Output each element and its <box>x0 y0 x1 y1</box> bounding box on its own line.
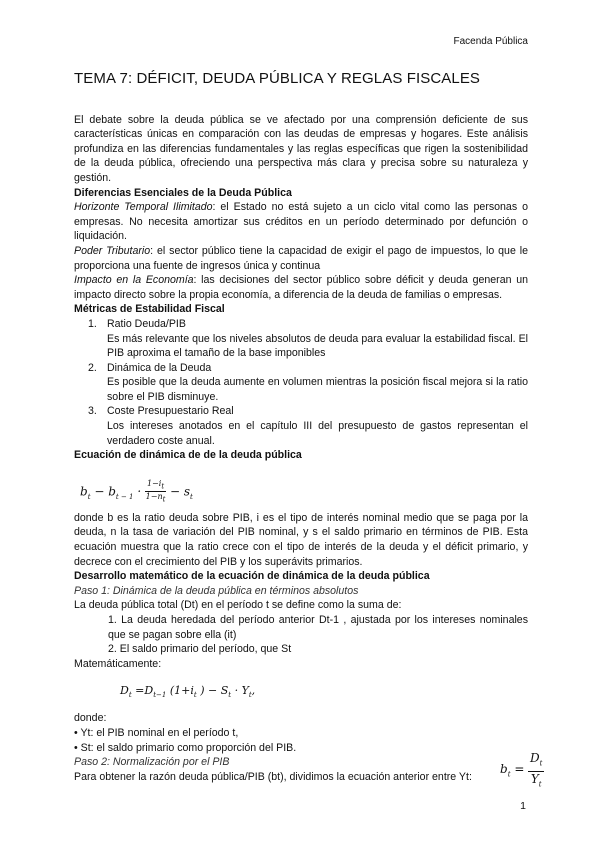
eq-sub: t <box>87 492 91 501</box>
metric-description: Es posible que la deuda aumente en volumen mientras la posición fiscal mejora si la ratio sobre el PIB disminuye. <box>107 376 528 403</box>
document-body <box>74 72 528 784</box>
section-title-metrics: Métricas de Estabilidad Fiscal <box>74 303 225 316</box>
metric-title: Dinámica de la Deuda <box>107 361 212 374</box>
metric-title: Coste Presupuestario Real <box>107 405 234 418</box>
eq-minus: − <box>94 484 105 499</box>
eq-den: 1−n <box>145 492 163 502</box>
where-item-2: • St: el saldo primario como proporción del PIB. <box>74 741 297 754</box>
difference-2-label: Poder Tributario <box>74 244 151 257</box>
eq-b: b <box>80 484 88 499</box>
intro-paragraph: El debate sobre la deuda pública se ve afectado por una comprensión deficiente de sus características únicas en comparación con las deudas de empresas y hogares. Este análisis profundiza en las diferencias fundamentales y las reglas específicas que rigen la sostenibilidad de la deuda pública, ofreciendo una perspectiva más clara y precisa sobre su naturaleza y gestión. <box>74 113 528 184</box>
eq-den-sub: t <box>162 496 166 505</box>
section-title-development: Desarrollo matemático de la ecuación de dinámica de la deuda pública <box>74 570 430 583</box>
eq-num-sub: t <box>161 482 165 491</box>
equation-explanation: donde b es la ratio deuda sobre PIB, i es el tipo de interés nominal medio que se paga por la deuda, n la tasa de variación del PIB nominal, y s el saldo primario en términos de PIB. Esta ecuación muestra que la ratio crece con el tipo de interés de la deuda y el déficit primario, y decrece con el crecimiento del PIB y los superávits primarios. <box>74 511 528 568</box>
eq2-sub-t: t <box>128 691 132 700</box>
where-label: donde: <box>74 712 107 725</box>
where-item-1: • Yt: el PIB nominal en el período t, <box>74 726 239 739</box>
absolute-debt-equation <box>120 675 528 709</box>
eq2-s: ) − S <box>200 684 229 698</box>
document-header: Facenda Pública <box>453 36 528 47</box>
step-2-title: Paso 2: Normalización por el PIB <box>74 756 230 769</box>
difference-1 <box>74 200 528 244</box>
eq-sub-prev: t − 1 <box>115 492 134 501</box>
eq3-b: b <box>500 762 508 776</box>
step-1-item-2: 2. El saldo primario del período, que St <box>108 643 292 656</box>
eq2-sub-y: t <box>248 691 252 700</box>
step-1-intro: La deuda pública total (Dt) en el período t se define como la suma de: <box>74 599 402 612</box>
metric-description: Los intereses anotados en el capítulo III del presupuesto de gastos representan el verdadero coste anual. <box>107 420 528 447</box>
eq3-d: D <box>530 751 540 765</box>
section-title-equation: Ecuación de dinámica de de la deuda pública <box>74 449 302 462</box>
eq2-comma: , <box>251 684 256 698</box>
difference-1-text: : el Estado no está sujeto a un ciclo vital como las personas o empresas. No necesita amortizar sus créditos en un período determinado por defunción o liquidación. <box>74 201 528 243</box>
metric-number: 3. <box>88 405 97 418</box>
eq-fraction <box>145 479 166 505</box>
ratio-equation <box>500 751 550 787</box>
eq-num: 1−i <box>146 478 162 488</box>
eq-b-prev: b <box>108 484 116 499</box>
metric-number: 1. <box>88 317 97 330</box>
eq2-d: D <box>120 684 129 698</box>
debt-dynamics-equation: $b_t - b_{t - 1}$ · $\frac{1-i_t}{1-n_t}$ − $s_t$ <box>80 478 193 505</box>
page-number: 1 <box>520 800 526 812</box>
eq2-y: · Y <box>234 684 249 698</box>
list-item <box>74 404 528 448</box>
eq-minus-2: − <box>169 484 181 499</box>
metric-description: Es más relevante que los niveles absolutos de deuda para evaluar la estabilidad fiscal. El PIB aproxima el tamaño de la base imponibles <box>107 332 528 360</box>
eq2-sub-i: t <box>193 691 197 700</box>
difference-3-text: : las decisiones del sector público sobre déficit y deuda generan un impacto directo sobre la propia economía, a diferencia de la deuda de familias o empresas. <box>74 274 528 301</box>
list-item <box>74 317 528 361</box>
math-label: Matemáticamente: <box>74 657 162 670</box>
eq3-y-sub: t <box>538 780 542 789</box>
eq3-d-sub: t <box>539 759 543 768</box>
eq3-equals: = <box>514 762 525 776</box>
metric-number: 2. <box>88 361 97 374</box>
eq2-d-prev: =D <box>135 684 154 698</box>
difference-2-text: : el sector público tiene la capacidad de exigir el pago de impuestos, lo que le proporciona una fuente de ingresos única y continua <box>74 244 529 272</box>
metric-title: Ratio Deuda/PIB <box>107 317 186 330</box>
difference-3 <box>74 273 528 302</box>
eq3-sub: t <box>507 770 511 779</box>
page-title: TEMA 7: DÉFICIT, DEUDA PÚBLICA Y REGLAS FISCALES <box>74 70 481 87</box>
metrics-list <box>74 317 528 448</box>
eq3-y: Y <box>530 772 539 787</box>
eq-s-sub: t <box>190 492 193 501</box>
eq2-sub-s: t <box>228 691 232 700</box>
step-1-item-1: 1. La deuda heredada del período anterior Dt-1 , ajustada por los intereses nominales que se pagan sobre ella (it) <box>108 614 528 641</box>
difference-3-label: Impacto en la Economía <box>74 274 194 287</box>
eq-s: s <box>183 484 191 499</box>
section-title-differences: Diferencias Esenciales de la Deuda Pública <box>74 186 292 199</box>
difference-1-label: Horizonte Temporal Ilimitado <box>74 201 213 214</box>
step-2-text: Para obtener la razón deuda pública/PIB (bt), dividimos la ecuación anterior entre Yt: <box>74 770 472 783</box>
eq2-sub-prev: t−1 <box>153 691 167 700</box>
eq3-fraction <box>528 751 544 793</box>
step-1-title: Paso 1: Dinámica de la deuda pública en términos absolutos <box>74 584 359 597</box>
difference-2 <box>74 244 528 273</box>
eq2-interest: (1+i <box>169 684 194 698</box>
list-item <box>74 361 528 405</box>
